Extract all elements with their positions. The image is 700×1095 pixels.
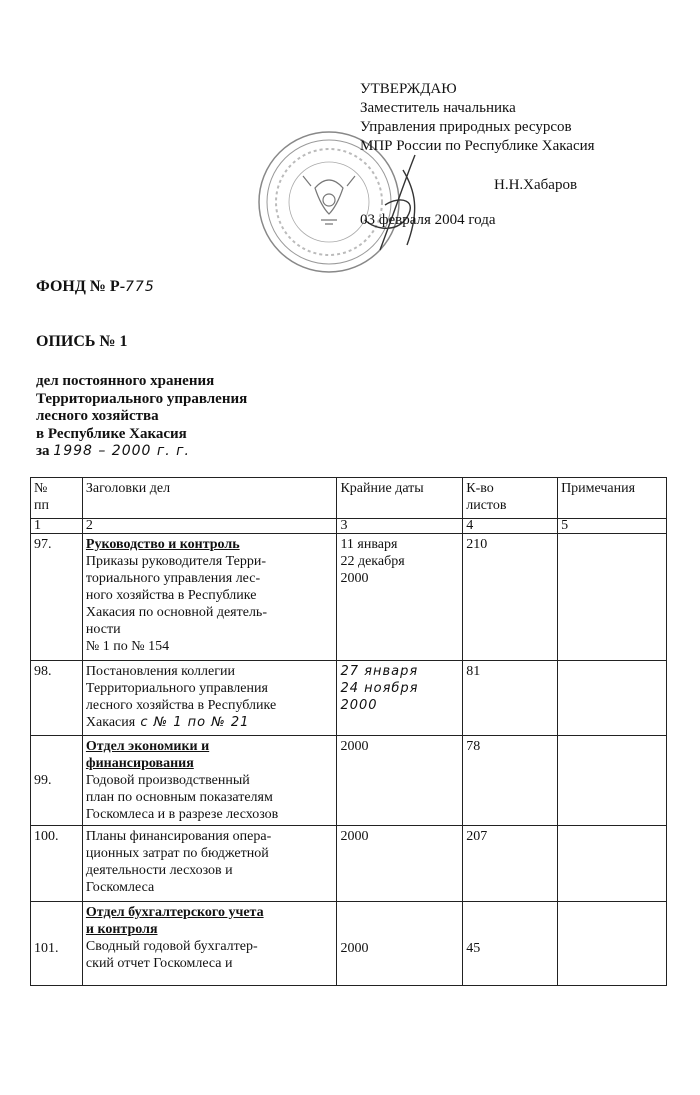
col-number: 1 [31, 519, 83, 534]
fond-number-handwritten: 775 [125, 279, 155, 295]
col-number: 2 [82, 519, 337, 534]
period-prefix: за [36, 443, 54, 459]
row-num: 98. [31, 661, 83, 736]
row-title: Планы финансирования опера- ционных затрат по бюджетной деятельности лесхозов и Госкомлеса [82, 826, 337, 902]
row-num: 97. [31, 534, 83, 661]
header-sheets: К-во листов [463, 478, 558, 519]
row-section: Руководство и контроль [85, 537, 240, 552]
row-title-cell [82, 902, 337, 986]
row-num: 100. [31, 826, 83, 902]
row-section: Отдел экономики и финансирования [85, 739, 210, 771]
row-notes [558, 661, 667, 736]
row-sheets: 81 [463, 661, 558, 736]
row-num: 99. [31, 736, 83, 826]
col-number: 4 [463, 519, 558, 534]
row-sheets: 78 [463, 736, 558, 826]
row-notes [558, 826, 667, 902]
desc-period [36, 443, 247, 461]
fond-number [36, 278, 155, 296]
row-sheets: 207 [463, 826, 558, 902]
desc-line-4: в Республике Хакасия [36, 425, 187, 442]
table-row [31, 534, 667, 661]
col-number: 3 [337, 519, 463, 534]
row-title: Приказы руководителя Терри- ториального управления лес- ного хозяйства в Республике Хакасия по основной деятель- ности № 1 по № 154 [85, 554, 267, 654]
fond-label: ФОНД № Р- [36, 278, 126, 295]
approval-line-3: МПР России по Республике Хакасия [360, 138, 595, 154]
row-notes [558, 736, 667, 826]
row-title-cell [82, 736, 337, 826]
table-header-row [31, 478, 667, 519]
desc-line-2: Территориального управления [36, 390, 248, 407]
row-dates: 2000 [337, 826, 463, 902]
row-title: Сводный годовой бухгалтер- ский отчет Госкомлеса и [85, 939, 258, 971]
table-row [31, 736, 667, 826]
desc-line-1: дел постоянного хранения [36, 373, 215, 389]
row-notes [558, 902, 667, 986]
header-dates: Крайние даты [337, 478, 463, 519]
row-section: Отдел бухгалтерского учета и контроля [85, 905, 264, 937]
row-title-handwritten: с № 1 по № 21 [135, 715, 250, 730]
row-title: Постановления коллегии Территориального управления лесного хозяйства в Республике Хакасия [85, 664, 277, 730]
approval-line-2: Управления природных ресурсов [360, 119, 572, 135]
row-title-cell [82, 661, 337, 736]
table-row [31, 902, 667, 986]
row-num: 101. [31, 902, 83, 986]
table-row [31, 826, 667, 902]
row-sheets: 45 [463, 902, 558, 986]
approval-block [360, 80, 595, 230]
desc-line-3: лесного хозяйства [36, 408, 159, 424]
approval-line-1: Заместитель начальника [360, 100, 516, 116]
col-number: 5 [558, 519, 667, 534]
row-title: Годовой производственный план по основным показателям Госкомлеса и в разрезе лесхозов [85, 773, 279, 822]
table-column-numbers-row [31, 519, 667, 534]
opis-title: ОПИСЬ № 1 [36, 333, 128, 350]
row-sheets: 210 [463, 534, 558, 661]
row-dates: 11 января 22 декабря 2000 [337, 534, 463, 661]
row-dates: 2000 [337, 736, 463, 826]
approval-date: 03 февраля 2004 года [360, 212, 496, 228]
table-row [31, 661, 667, 736]
period-handwritten: 1998 – 2000 г. г. [53, 443, 190, 459]
row-dates-handwritten: 27 января 24 ноября 2000 [337, 661, 463, 736]
header-titles: Заголовки дел [82, 478, 337, 519]
row-dates: 2000 [337, 902, 463, 986]
approval-title: УТВЕРЖДАЮ [360, 81, 457, 97]
header-num: № пп [31, 478, 83, 519]
approval-signer: Н.Н.Хабаров [494, 177, 578, 193]
header-notes: Примечания [558, 478, 667, 519]
inventory-table [30, 477, 667, 986]
inventory-description [36, 373, 247, 461]
row-title-cell [82, 534, 337, 661]
row-notes [558, 534, 667, 661]
